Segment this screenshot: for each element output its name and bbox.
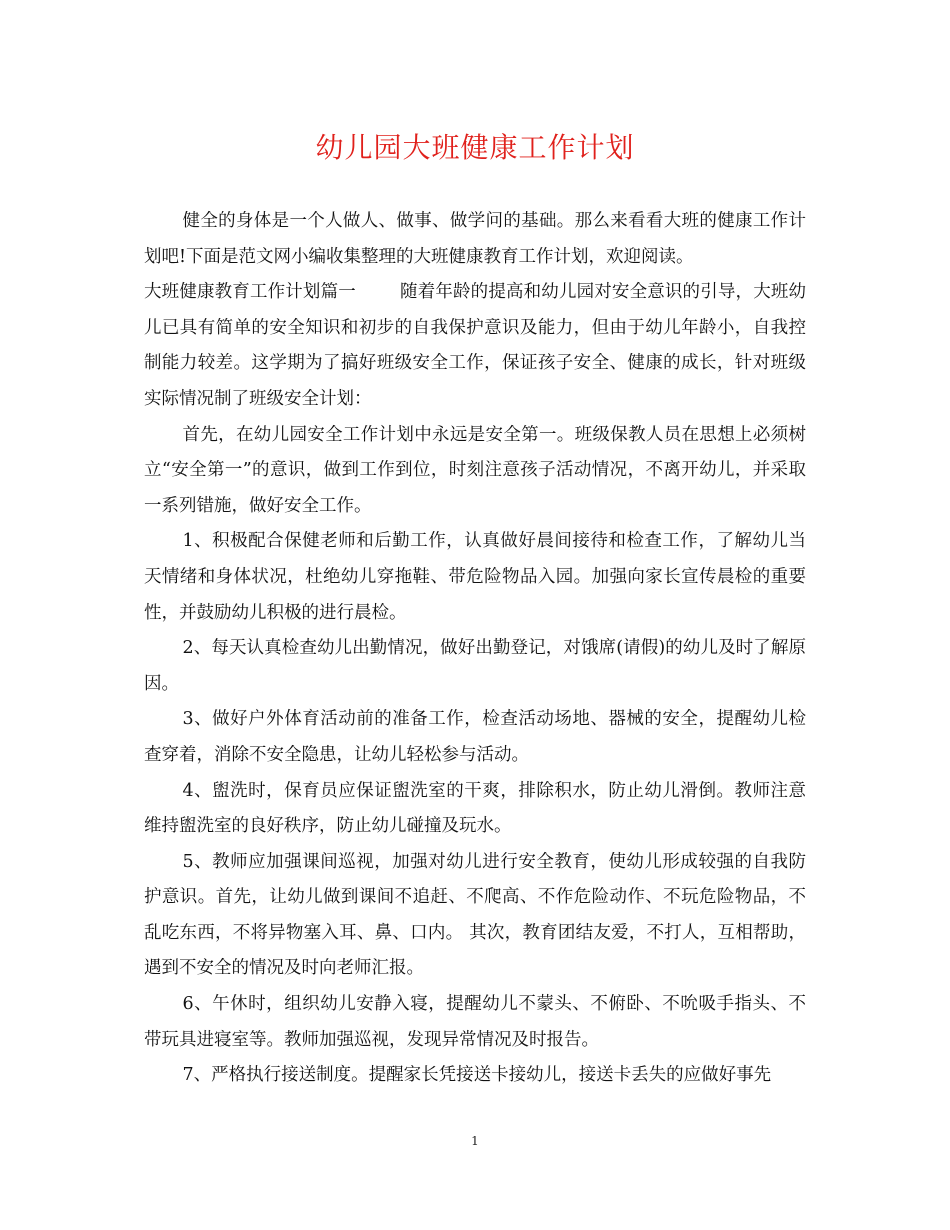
- list-item-5: 5、教师应加强课间巡视，加强对幼儿进行安全教育，使幼儿形成较强的自我防护意识。首先，让幼儿做到课间不追赶、不爬高、不作危险动作、不玩危险物品，不乱吃东西，不将异物塞入耳、鼻、口内。 其次，教育团结友爱，不打人，互相帮助，遇到不安全的情况及时向老师汇报。: [144, 851, 806, 979]
- document-body: [144, 204, 806, 1094]
- paragraph-first: 首先，在幼儿园安全工作计划中永远是安全第一。班级保教人员在思想上必须树立“安全第一”的意识，做到工作到位，时刻注意孩子活动情况，不离开幼儿，并采取一系列错施，做好安全工作。: [144, 424, 806, 516]
- list-item-2: 2、每天认真检查幼儿出勤情况，做好出勤登记，对饿席(请假)的幼儿及时了解原因。: [144, 638, 806, 694]
- list-item-7: 7、严格执行接送制度。提醒家长凭接送卡接幼儿，接送卡丢失的应做好事先: [182, 1065, 772, 1086]
- list-item-3: 3、做好户外体育活动前的准备工作，检查活动场地、器械的安全，提醒幼儿检查穿着，消除不安全隐患，让幼儿轻松参与活动。: [144, 709, 806, 765]
- document-title: 幼儿园大班健康工作计划: [315, 131, 635, 164]
- section-heading: 大班健康教育工作计划篇一: [144, 282, 356, 303]
- page-number: 1: [471, 1134, 479, 1148]
- list-item-1: 1、积极配合保健老师和后勤工作，认真做好晨间接待和检查工作，了解幼儿当天情绪和身体状况，杜绝幼儿穿拖鞋、带危险物品入园。加强向家长宣传晨检的重要性，并鼓励幼儿积极的进行晨检。: [144, 531, 806, 623]
- section-text: 随着年龄的提高和幼儿园对安全意识的引导，大班幼儿已具有简单的安全知识和初步的自我保护意识及能力，但由于幼儿年龄小，自我控制能力较差。这学期为了搞好班级安全工作，保证孩子安全、健康的成长，针对班级实际情况制了班级安全计划：: [144, 282, 807, 409]
- list-item-4: 4、盥洗时，保育员应保证盥洗室的干爽，排除积水，防止幼儿滑倒。教师注意维持盥洗室的良好秩序，防止幼儿碰撞及玩水。: [144, 780, 806, 837]
- list-item-6: 6、午休时，组织幼儿安静入寝，提醒幼儿不蒙头、不俯卧、不吮吸手指头、不带玩具进寝室等。教师加强巡视，发现异常情况及时报告。: [144, 994, 806, 1050]
- paragraph-section-one: [144, 275, 806, 417]
- paragraph-intro: 健全的身体是一个人做人、做事、做学问的基础。那么来看看大班的健康工作计划吧!下面是范文网小编收集整理的大班健康教育工作计划，欢迎阅读。: [144, 211, 806, 267]
